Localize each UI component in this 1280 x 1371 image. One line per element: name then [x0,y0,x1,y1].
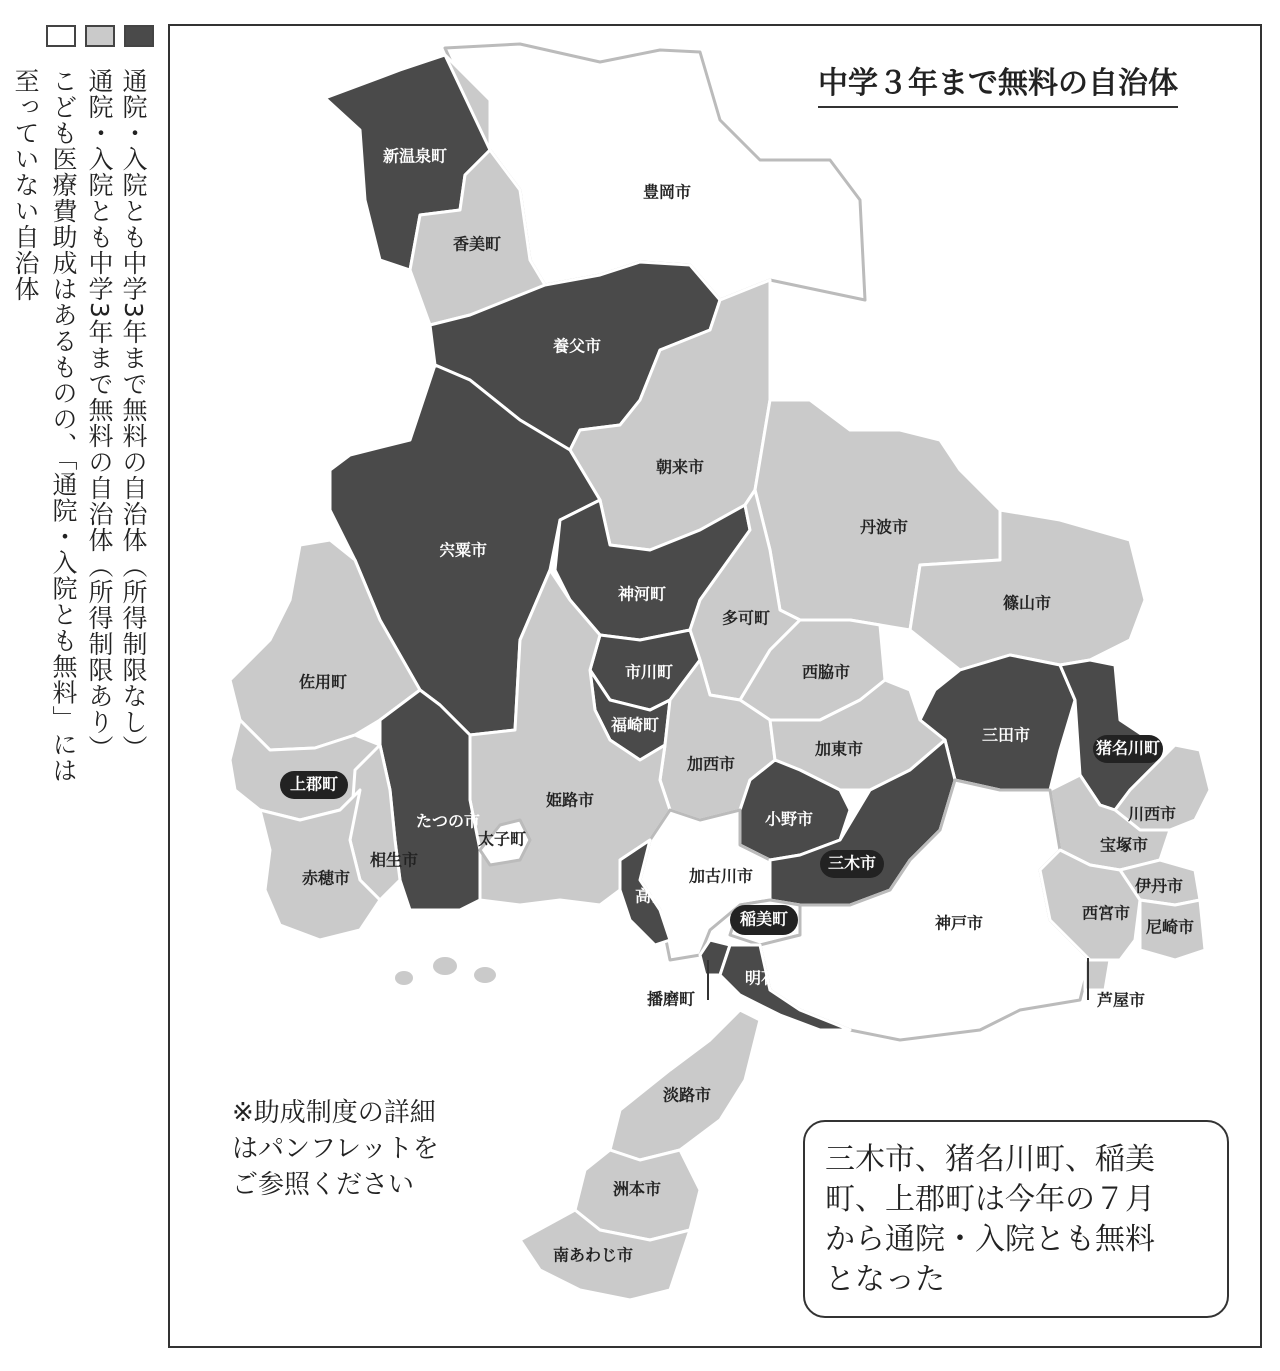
callout-line-2: 町、上郡町は今年の７月 [825,1182,1155,1217]
label-yabu: 養父市 [552,336,602,356]
note-line-2: はパンフレットを [232,1134,439,1164]
label-tatsuno: たつの市 [415,811,481,831]
pamphlet-note [232,1095,439,1203]
label-kobe: 神戸市 [934,913,984,933]
island-1 [395,971,413,985]
label-itami: 伊丹市 [1134,876,1184,896]
label-kamigori: 上郡町 [289,774,339,794]
label-toyooka: 豊岡市 [642,182,692,202]
label-sasayama: 篠山市 [1002,593,1052,613]
label-kamikawa: 神河町 [617,584,667,604]
label-inami: 稲美町 [739,909,789,929]
label-nishiwaki: 西脇市 [801,662,851,682]
callout-line-3: から通院・入院とも無料 [825,1222,1155,1257]
label-kami: 香美町 [452,234,502,254]
legend-label-white-2: 至っていない自治体 [11,68,40,302]
legend-label-white-1: こども医療費助成はあるものの、「通院・入院とも無料」には [49,68,78,784]
label-sanda: 三田市 [981,725,1031,745]
label-ako: 赤穂市 [301,868,351,888]
label-taka: 多可町 [721,608,771,628]
label-miki: 三木市 [827,853,877,873]
map-title: 中学３年まで無料の自治体 [818,58,1178,108]
label-takasago: 高砂市 [634,886,684,906]
label-inagawa: 猪名川町 [1095,738,1161,758]
note-line-1: ※助成制度の詳細 [232,1098,436,1128]
label-akashi: 明石市 [744,968,794,988]
label-amagasaki: 尼崎市 [1145,917,1195,937]
label-ashiya: 芦屋市 [1096,990,1146,1010]
label-nishinomiya: 西宮市 [1081,903,1131,923]
note-line-3: ご参照ください [232,1170,415,1200]
label-shinonsen: 新温泉町 [382,146,448,166]
callout-line-1: 三木市、猪名川町、稲美 [825,1142,1155,1177]
label-tanba: 丹波市 [859,517,909,537]
label-sumoto: 洲本市 [612,1179,662,1199]
label-taishi: 太子町 [477,829,527,849]
callout-box [803,1120,1229,1318]
legend-label-dark: 通院・入院とも中学3年まで無料の自治体（所得制限なし） [119,68,148,761]
label-ichikawa: 市川町 [624,662,674,682]
label-harima: 播磨町 [646,989,696,1009]
label-kasai: 加西市 [686,754,736,774]
label-ono: 小野市 [764,809,814,829]
label-awaji: 淡路市 [662,1085,712,1105]
island-2 [433,957,457,975]
label-aioi: 相生市 [369,850,419,870]
label-kakogawa: 加古川市 [688,866,754,886]
label-sayo: 佐用町 [298,672,348,692]
legend-label-gray: 通院・入院とも中学3年まで無料の自治体（所得制限あり） [85,68,114,761]
label-shiso: 宍粟市 [438,540,488,560]
label-kato: 加東市 [814,739,864,759]
label-minamiawaji: 南あわじ市 [552,1245,634,1265]
callout-line-4: となった [825,1262,945,1297]
island-3 [474,967,496,983]
label-kawanishi: 川西市 [1127,804,1177,824]
label-himeji: 姫路市 [545,790,595,810]
label-asago: 朝来市 [655,457,705,477]
label-fukusaki: 福崎町 [610,715,660,735]
label-takarazuka: 宝塚市 [1099,835,1149,855]
